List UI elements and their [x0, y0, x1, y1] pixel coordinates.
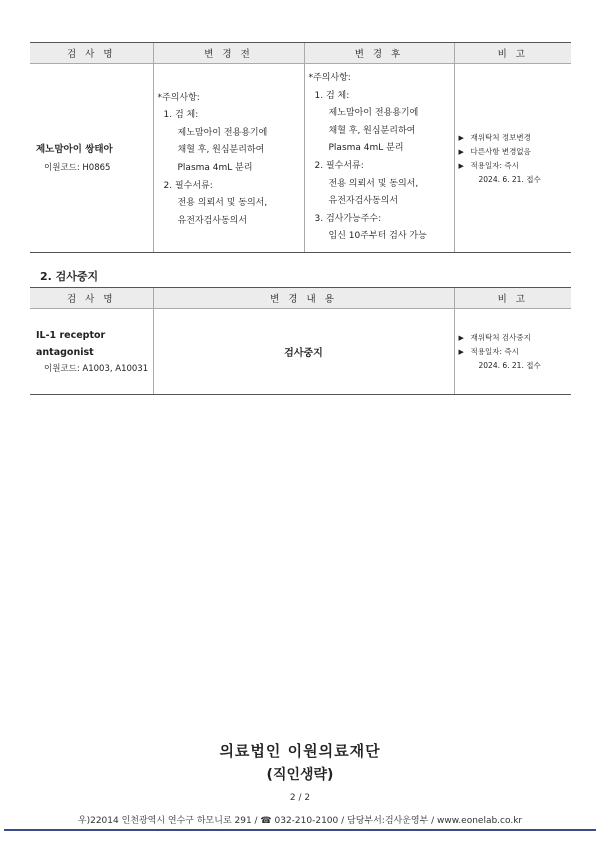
triangle-bullet-icon: ▶ [458, 133, 464, 142]
item2-line: 전용 의뢰서 및 동의서, [177, 198, 268, 209]
item2-line: 전용 의뢰서 및 동의서, [328, 178, 419, 189]
item1-label: 1. 검 체: [163, 110, 199, 121]
header-after: 변 경 후 [304, 43, 454, 64]
suspend-table [30, 287, 571, 395]
caution-label: *주의사항: [308, 73, 351, 84]
seal-omitted: (직인생략) [266, 767, 334, 783]
item3-label: 3. 검사가능주수: [314, 213, 382, 224]
footer-divider [4, 829, 596, 831]
remark-cell [454, 64, 571, 253]
table-row [30, 64, 571, 253]
footer-address: 우)22014 인천광역시 연수구 하모니로 291 / ☎ 032-210-2100 / 담당부서:검사운영부 / www.eonelab.co.kr [77, 816, 523, 826]
test-code: 이원코드: H0865 [44, 163, 111, 173]
header-test-name: 검 사 명 [30, 288, 153, 309]
content-cell: 검사중지 [153, 309, 454, 395]
item2-line: 유전자검사동의서 [328, 196, 399, 207]
test-code: 이원코드: A1003, A10031 [44, 363, 149, 374]
table-row [30, 309, 571, 395]
change-table [30, 42, 571, 253]
header-test-name: 검 사 명 [30, 43, 153, 64]
test-name: 제노맘아이 쌍태아 [36, 144, 113, 155]
item2-label: 2. 필수서류: [314, 161, 364, 171]
section-title: 2. 검사중지 [40, 270, 99, 283]
organization-name: 의료법인 이원의료재단 [219, 742, 381, 760]
remark-item: ▶ 적용일자: 즉시 [459, 345, 572, 359]
remark-item: ▶ 적용일자: 즉시 [459, 159, 572, 173]
caution-label: *주의사항: [157, 92, 200, 103]
item1-line: 채혈 후, 원심분리하여 [328, 125, 416, 136]
test-name: antagonist [36, 346, 94, 358]
after-cell [304, 64, 454, 253]
header-remark: 비 고 [454, 288, 571, 309]
item1-line: 제노맘아이 전용용기에 [177, 127, 268, 138]
item1-line: 제노맘아이 전용용기에 [328, 108, 419, 119]
remark-item: ▶ 재위탁처 검사중지 [459, 331, 572, 345]
test-name-cell [30, 64, 153, 253]
header-remark: 비 고 [454, 43, 571, 64]
triangle-bullet-icon: ▶ [458, 334, 464, 342]
remark-item: ▶ 재위탁처 정보변경 [459, 131, 572, 145]
item2-label: 2. 필수서류: [163, 180, 213, 191]
item2-line: 유전자검사동의서 [177, 215, 248, 226]
item1-line: Plasma 4mL 분리 [328, 143, 404, 154]
remark-date: 2024. 6. 21. 접수 [478, 174, 541, 184]
remark-cell [454, 309, 571, 395]
remark-date: 2024. 6. 21. 접수 [478, 361, 541, 370]
header-content: 변 경 내 용 [153, 288, 454, 309]
page-number: 2 / 2 [289, 793, 311, 803]
header-before: 변 경 전 [153, 43, 304, 64]
item1-line: Plasma 4mL 분리 [177, 163, 253, 173]
item3-line: 임신 10주부터 검사 가능 [328, 231, 427, 242]
test-name: IL-1 receptor [36, 329, 106, 341]
test-name-cell [30, 309, 153, 395]
item1-line: 채혈 후, 원심분리하여 [177, 145, 265, 156]
before-cell [153, 64, 304, 253]
triangle-bullet-icon: ▶ [458, 147, 464, 156]
triangle-bullet-icon: ▶ [458, 161, 464, 170]
triangle-bullet-icon: ▶ [458, 348, 464, 356]
remark-item: ▶ 다른사항 변경없음 [459, 145, 572, 159]
item1-label: 1. 검 체: [314, 90, 350, 101]
